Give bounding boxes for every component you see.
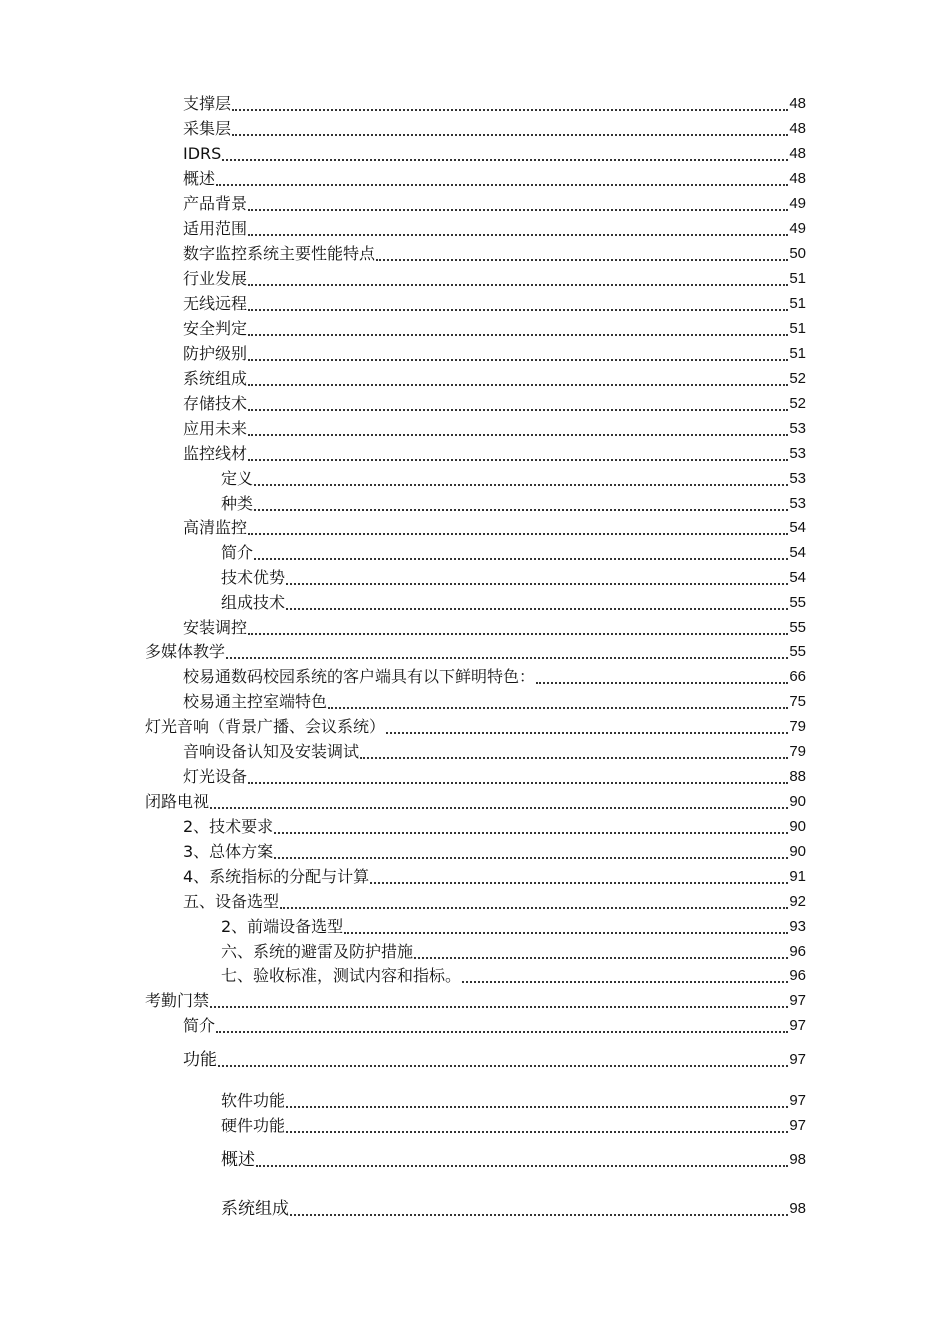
dot-leader [210,1006,788,1008]
toc-entry-page-number: 51 [789,295,806,312]
toc-entry-label: 应用未来 [183,419,248,438]
toc-entry-label: 灯光音响（背景广播、会议系统） [145,717,386,736]
toc-entry-page-number: 54 [789,544,806,561]
dot-leader [386,732,788,734]
toc-entry-label: 2、技术要求 [183,817,274,836]
dot-leader [274,857,788,859]
toc-entry[interactable] [221,964,806,986]
dot-leader [280,907,788,909]
dot-leader [328,707,788,709]
toc-entry-label: 监控线材 [183,444,248,463]
toc-entry-label: 技术优势 [221,568,286,587]
toc-entry[interactable] [183,417,806,439]
toc-entry-label: 3、总体方案 [183,842,274,861]
dot-leader [248,533,788,535]
toc-entry-page-number: 97 [789,1017,806,1034]
toc-entry-label: 高清监控 [183,518,248,537]
toc-entry-page-number: 51 [789,270,806,287]
toc-entry-label: 2、前端设备选型 [221,917,344,936]
toc-entry-page-number: 79 [789,743,806,760]
toc-entry[interactable] [183,267,806,289]
toc-entry[interactable] [183,740,806,762]
toc-entry-label: 考勤门禁 [145,991,210,1010]
toc-entry-page-number: 90 [789,818,806,835]
toc-entry-label: 校易通主控室端特色 [183,692,328,711]
toc-entry[interactable] [221,566,806,588]
toc-entry[interactable] [183,665,806,687]
toc-entry[interactable] [183,616,806,638]
toc-entry-page-number: 52 [789,370,806,387]
toc-entry-label: IDRS [183,144,222,163]
toc-entry-page-number: 55 [789,594,806,611]
toc-entry[interactable] [183,392,806,414]
dot-leader [376,259,788,261]
toc-entry-page-number: 75 [789,693,806,710]
toc-entry-page-number: 48 [789,120,806,137]
dot-leader [216,1031,788,1033]
dot-leader [286,608,788,610]
toc-entry-label: 简介 [183,1016,216,1035]
toc-entry[interactable] [183,516,806,538]
toc-entry-label: 无线远程 [183,294,248,313]
dot-leader [248,782,788,784]
toc-entry-label: 定义 [221,469,254,488]
toc-entry-page-number: 48 [789,95,806,112]
toc-entry-label: 软件功能 [221,1091,286,1110]
dot-leader [360,757,788,759]
toc-entry[interactable] [183,117,806,139]
toc-entry-page-number: 49 [789,195,806,212]
dot-leader [218,1065,788,1067]
toc-entry-label: 校易通数码校园系统的客户端具有以下鲜明特色： [183,667,536,686]
toc-entry-label: 存储技术 [183,394,248,413]
toc-entry[interactable] [221,1114,806,1136]
toc-entry[interactable] [145,715,806,737]
toc-entry-page-number: 90 [789,843,806,860]
toc-entry-label: 产品背景 [183,194,248,213]
dot-leader [216,184,788,186]
dot-leader [210,807,788,809]
dot-leader [274,832,788,834]
toc-entry-page-number: 97 [789,1117,806,1134]
toc-entry-page-number: 52 [789,395,806,412]
toc-entry-label: 六、系统的避雷及防护措施 [221,942,414,961]
toc-entry-page-number: 51 [789,345,806,362]
dot-leader [290,1214,788,1216]
toc-entry-label: 安装调控 [183,618,248,637]
toc-entry-page-number: 49 [789,220,806,237]
toc-entry-page-number: 97 [789,1092,806,1109]
toc-entry-page-number: 79 [789,718,806,735]
toc-entry[interactable] [183,1014,806,1036]
toc-entry[interactable] [183,242,806,264]
toc-entry-label: 采集层 [183,119,232,138]
toc-entry-page-number: 66 [789,668,806,685]
dot-leader [254,558,788,560]
dot-leader [286,583,788,585]
toc-entry-page-number: 96 [789,943,806,960]
toc-entry-page-number: 51 [789,320,806,337]
toc-entry[interactable] [183,192,806,214]
toc-entry-page-number: 53 [789,445,806,462]
toc-entry-label: 概述 [221,1150,255,1169]
toc-entry-label: 概述 [183,169,216,188]
toc-entry[interactable] [183,765,806,787]
toc-entry[interactable] [221,940,806,962]
toc-entry-label: 防护级别 [183,344,248,363]
toc-entry-page-number: 98 [789,1151,806,1168]
toc-entry-label: 系统组成 [221,1199,289,1218]
toc-entry-label: 组成技术 [221,593,286,612]
toc-entry-label: 功能 [183,1050,217,1069]
dot-leader [248,359,788,361]
toc-entry-label: 闭路电视 [145,792,210,811]
toc-entry[interactable] [183,92,806,114]
toc-entry[interactable] [183,217,806,239]
toc-entry-label: 五、设备选型 [183,892,280,911]
toc-entry-label: 支撑层 [183,94,232,113]
toc-entry[interactable] [183,292,806,314]
dot-leader [536,682,788,684]
toc-entry[interactable] [221,591,806,613]
toc-entry-page-number: 91 [789,868,806,885]
toc-entry-label: 4、系统指标的分配与计算 [183,867,370,886]
toc-entry-page-number: 53 [789,420,806,437]
dot-leader [248,334,788,336]
toc-entry-label: 安全判定 [183,319,248,338]
toc-entry-page-number: 54 [789,519,806,536]
toc-entry[interactable] [183,342,806,364]
toc-entry-label: 多媒体教学 [145,642,226,661]
dot-leader [254,484,788,486]
toc-entry-label: 灯光设备 [183,767,248,786]
toc-entry-page-number: 92 [789,893,806,910]
toc-entry[interactable] [183,442,806,464]
toc-entry[interactable] [183,1048,806,1070]
toc-entry-label: 种类 [221,494,254,513]
toc-entry[interactable] [221,1148,806,1170]
toc-entry[interactable] [221,467,806,489]
toc-entry[interactable] [183,840,806,862]
toc-entry-page-number: 48 [789,170,806,187]
toc-entry[interactable] [145,790,806,812]
toc-entry-page-number: 48 [789,145,806,162]
toc-entry-page-number: 98 [789,1200,806,1217]
toc-entry-page-number: 53 [789,470,806,487]
toc-entry[interactable] [183,317,806,339]
toc-entry[interactable] [145,640,806,662]
dot-leader [248,309,788,311]
toc-entry-page-number: 96 [789,967,806,984]
toc-entry[interactable] [183,690,806,712]
toc-entry-page-number: 55 [789,619,806,636]
toc-entry-page-number: 97 [789,1051,806,1068]
toc-entry[interactable] [183,167,806,189]
dot-leader [370,882,788,884]
toc-entry-label: 行业发展 [183,269,248,288]
toc-entry[interactable] [183,865,806,887]
toc-entry-page-number: 88 [789,768,806,785]
toc-entry-page-number: 53 [789,495,806,512]
toc-entry-label: 七、验收标准，测试内容和指标。 [221,966,462,985]
toc-entry-page-number: 55 [789,643,806,660]
dot-leader [248,633,788,635]
dot-leader [286,1131,788,1133]
toc-entry[interactable] [221,1089,806,1111]
dot-leader [248,459,788,461]
dot-leader [248,209,788,211]
dot-leader [232,134,788,136]
toc-entry[interactable] [183,815,806,837]
toc-entry[interactable] [221,1197,806,1219]
dot-leader [248,284,788,286]
toc-entry-label: 硬件功能 [221,1116,286,1135]
toc-entry-page-number: 97 [789,992,806,1009]
toc-entry-page-number: 93 [789,918,806,935]
toc-entry-label: 系统组成 [183,369,248,388]
toc-entry-label: 音响设备认知及安装调试 [183,742,360,761]
dot-leader [254,509,788,511]
dot-leader [414,957,788,959]
toc-entry-page-number: 90 [789,793,806,810]
dot-leader [232,109,788,111]
toc-entry-label: 数字监控系统主要性能特点 [183,244,376,263]
toc-entry[interactable] [221,541,806,563]
toc-entry[interactable] [183,142,806,164]
dot-leader [256,1165,788,1167]
toc-entry[interactable] [221,492,806,514]
dot-leader [248,234,788,236]
toc-entry[interactable] [183,890,806,912]
toc-entry-page-number: 50 [789,245,806,262]
toc-entry-label: 简介 [221,543,254,562]
toc-entry[interactable] [183,367,806,389]
dot-leader [248,409,788,411]
toc-entry-page-number: 54 [789,569,806,586]
toc-entry-label: 适用范围 [183,219,248,238]
dot-leader [344,932,788,934]
dot-leader [222,159,788,161]
dot-leader [248,384,788,386]
toc-entry[interactable] [221,915,806,937]
dot-leader [286,1106,788,1108]
dot-leader [248,434,788,436]
toc-entry[interactable] [145,989,806,1011]
dot-leader [226,657,788,659]
dot-leader [462,981,788,983]
